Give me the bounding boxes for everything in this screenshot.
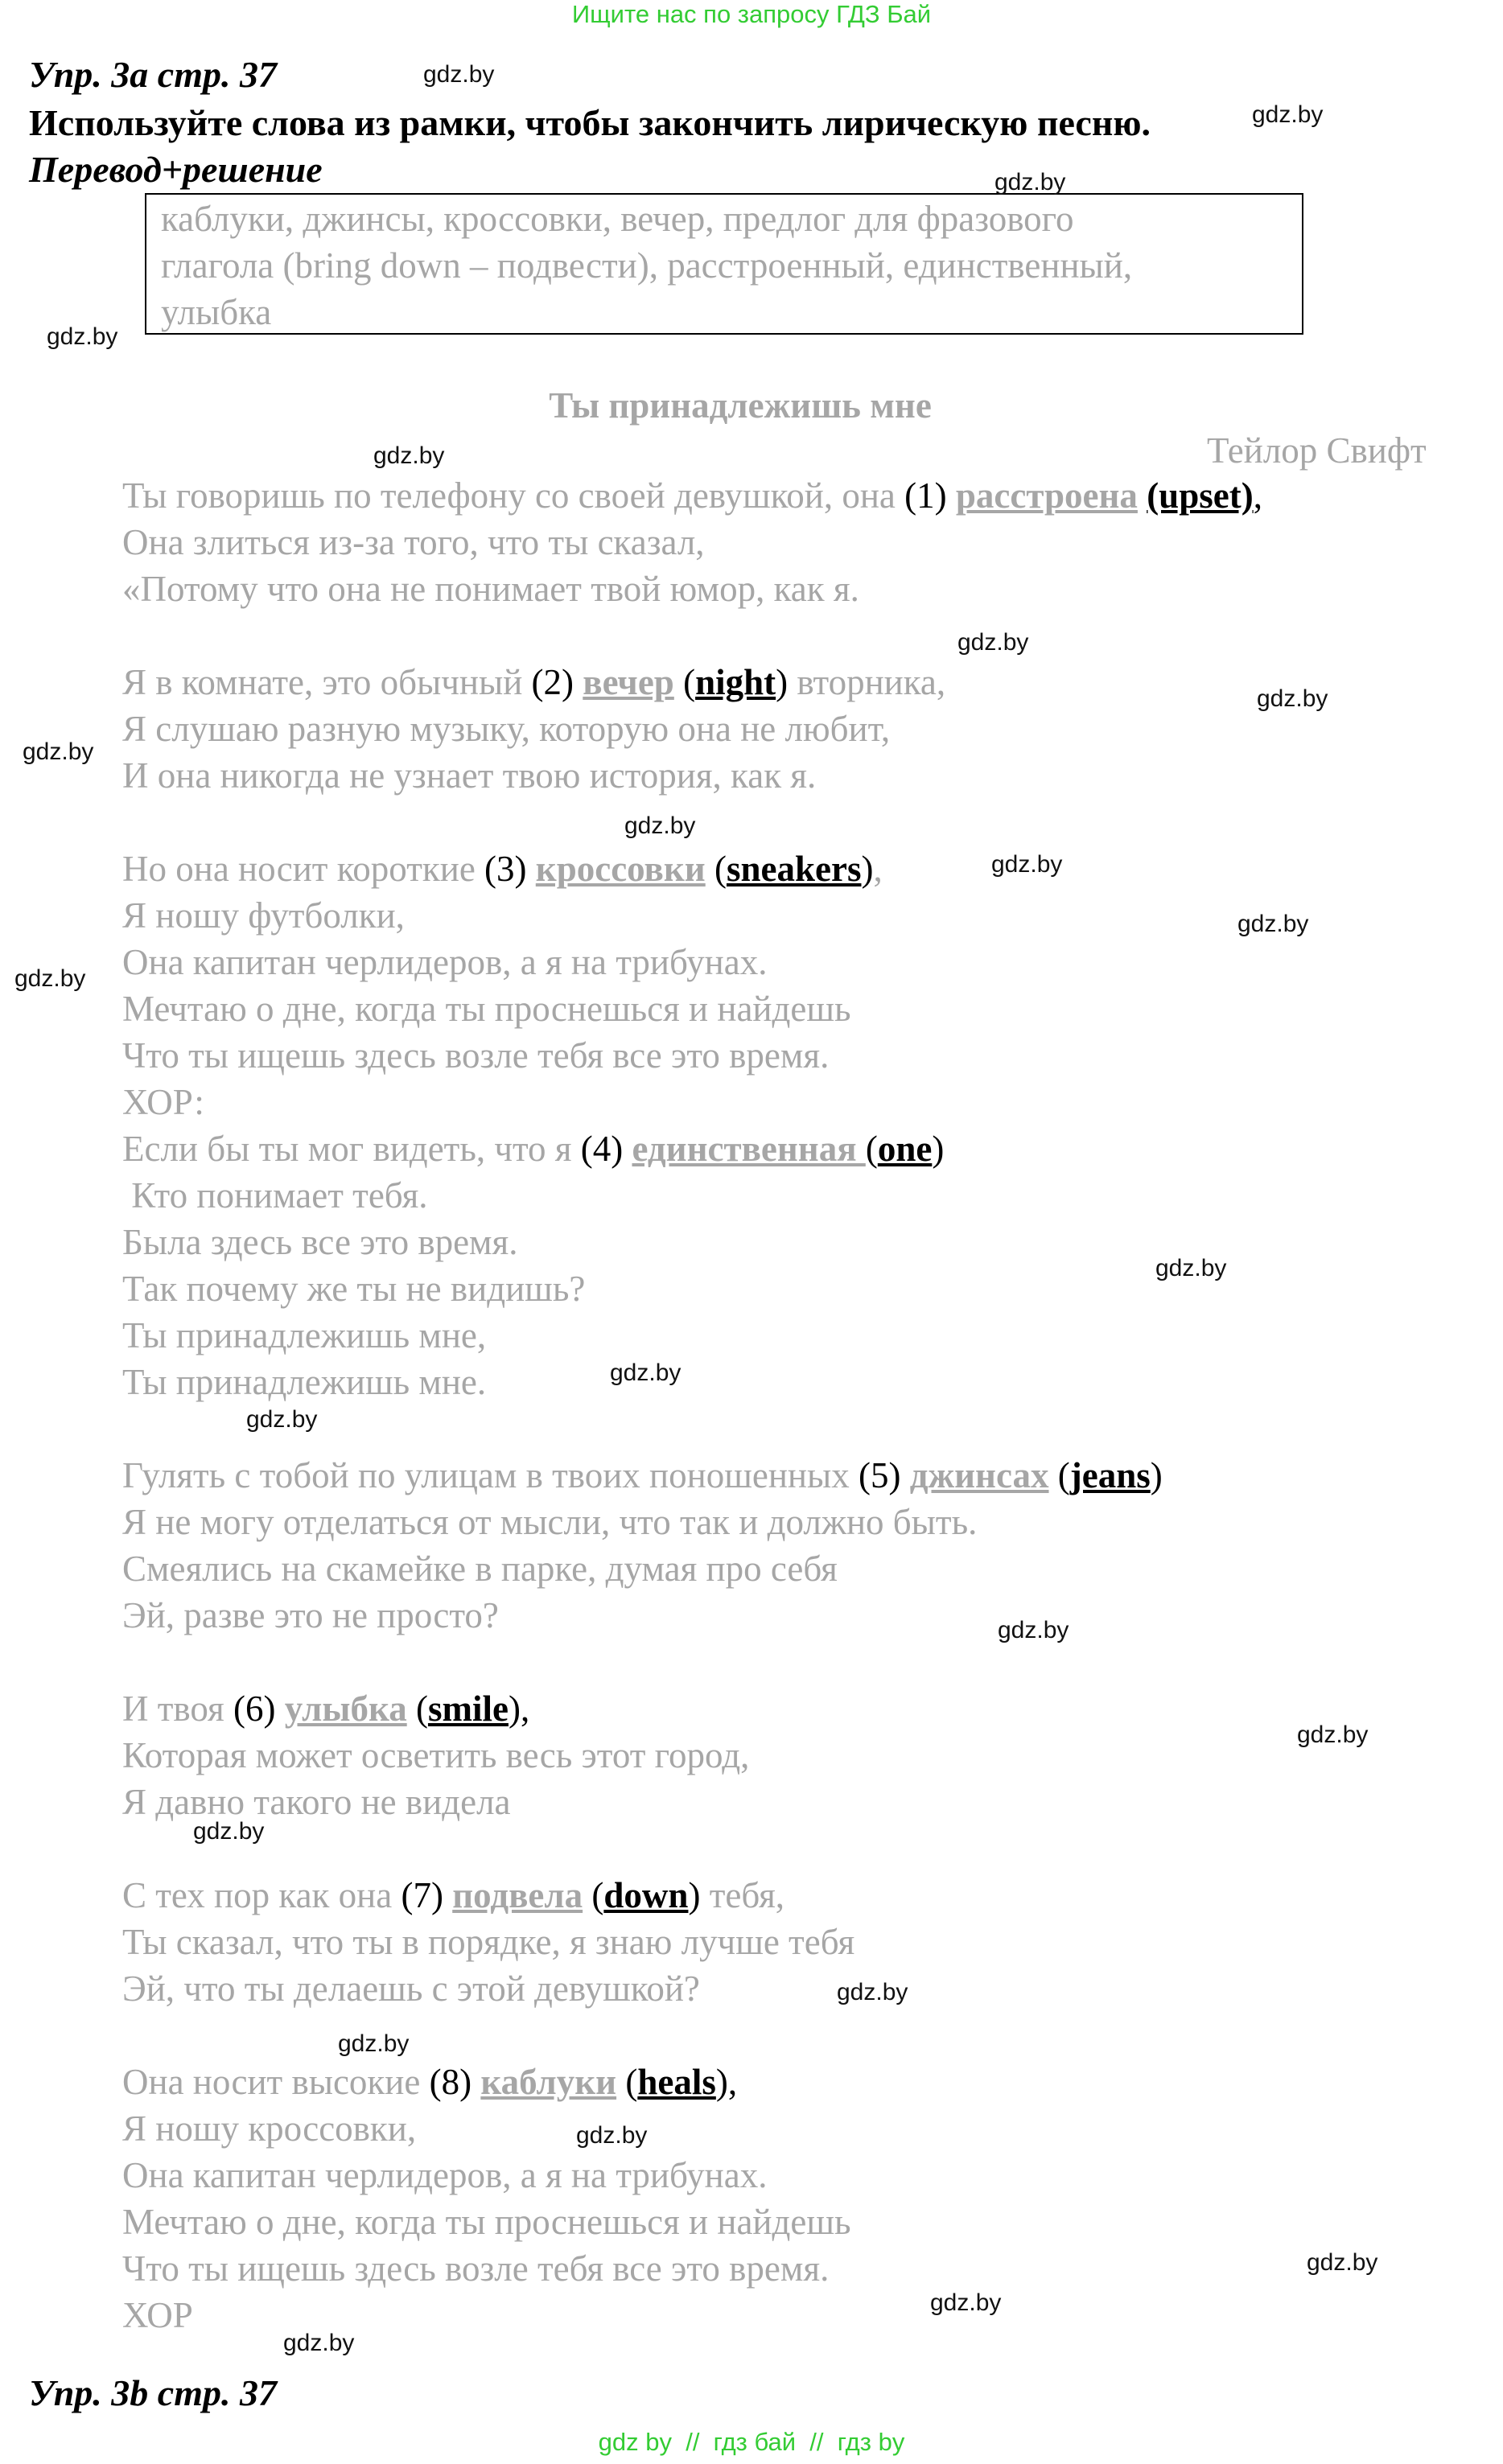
answer-gap [706,849,714,889]
answer-paren: ( [591,1875,604,1915]
lyric-line-30: Я ношу кроссовки, [122,2108,417,2149]
blank-number: (1) [904,475,956,516]
word-box-line: каблуки, джинсы, кроссовки, вечер, предлог для фразового [161,199,1074,239]
lyric-line-14: Кто понимает тебя. [122,1175,428,1216]
watermark: gdz.by [338,2030,410,2057]
blank-number: (6) [233,1689,285,1729]
watermark: gdz.by [837,1979,908,2005]
lyric-line-9: Она капитан черлидеров, а я на трибунах. [122,942,768,982]
answer-paren: ( [683,662,696,702]
lyric-punct: , [1253,475,1262,516]
watermark: gdz.by [624,812,696,839]
exercise-3b-heading: Упр. 3b стр. 37 [29,2372,278,2413]
lyric-line-27: Ты сказал, что ты в порядке, я знаю лучше тебя [122,1922,855,1962]
lyric-line-33: Что ты ищешь здесь возле тебя все это время. [122,2248,830,2289]
song-author: Тейлор Свифт [1207,430,1427,471]
watermark: gdz.by [994,169,1066,195]
lyric-line-3: «Потому что она не понимает твой юмор, как я. [122,569,859,609]
lyric-line-19 [122,1455,1163,1495]
watermark: gdz.by [423,61,495,88]
answer-gap [616,2062,625,2102]
lyric-line-29 [122,2064,737,2100]
blank-number: (8) [429,2062,481,2102]
watermark: gdz.by [991,851,1063,878]
lyric-line-13 [122,1131,944,1167]
answer-paren: ( [1057,1455,1070,1495]
lyric-text: Гулять с тобой по улицам в твоих поношенных [122,1455,859,1495]
answer-paren: ( [865,1129,878,1169]
watermark: gdz.by [373,442,445,469]
answer-paren: ) [932,1129,945,1169]
answer-russian: единственная [632,1129,866,1169]
answer-russian: каблуки [480,2062,617,2102]
lyric-text: Она носит высокие [122,2062,430,2102]
watermark: gdz.by [23,738,94,765]
watermark: gdz.by [283,2330,355,2356]
watermark: gdz.by [1297,1722,1369,1748]
watermark: gdz.by [246,1406,318,1433]
blank-number: (2) [531,662,583,702]
lyric-line-32: Мечтаю о дне, когда ты проснешься и найдешь [122,2202,851,2242]
site-footer[interactable]: gdz by // гдз бай // гдз by [598,2428,905,2456]
answer-gap [1049,1455,1058,1495]
lyric-text: вторника, [788,662,946,702]
lyric-line-11: Что ты ищешь здесь возле тебя все это время. [122,1035,830,1076]
answer-russian: кроссовки [535,849,706,889]
answer-paren: ) [776,662,789,702]
lyric-line-6: И она никогда не узнает твою история, как я. [122,755,817,796]
lyric-line-25: Я давно такого не видела [122,1782,511,1822]
lyric-line-2: Она злиться из-за того, что ты сказал, [122,522,705,562]
site-header[interactable]: Ищите нас по запросу ГДЗ Бай [571,0,932,28]
lyric-punct: , [520,1689,530,1729]
answer-paren: ) [508,1689,521,1729]
exercise-3a-heading: Упр. 3а стр. 37 [29,54,278,95]
answer-paren: ( [714,849,727,889]
lyric-line-34: ХОР [122,2295,193,2335]
answer-paren: ) [861,849,874,889]
answer-english: sneakers [726,849,862,889]
watermark: gdz.by [998,1617,1069,1643]
lyric-line-5: Я слушаю разную музыку, которую она не любит, [122,709,891,749]
lyric-text: , [873,849,883,889]
answer-russian: расстроена [955,475,1138,516]
lyric-text: И твоя [122,1689,233,1729]
answer-gap [674,662,683,702]
watermark: gdz.by [1237,911,1309,937]
answer-english: jeans [1069,1455,1151,1495]
lyric-text: Если бы ты мог видеть, что я [122,1129,581,1169]
answer-english: down [603,1875,689,1915]
answer-english: night [695,662,776,702]
exercise-instruction: Используйте слова из рамки, чтобы закончить лирическую песню. [29,102,1151,143]
answer-russian: джинсах [909,1455,1049,1495]
lyric-line-12: ХОР: [122,1082,204,1122]
watermark: gdz.by [930,2289,1002,2316]
lyric-text: тебя, [700,1875,785,1915]
lyric-line-23 [122,1691,529,1727]
answer-paren: ( [415,1689,428,1729]
answer-paren: ) [688,1875,701,1915]
lyric-line-1 [122,475,1262,516]
lyric-line-17: Ты принадлежишь мне, [122,1315,487,1355]
blank-number: (3) [484,849,536,889]
answer-gap [407,1689,416,1729]
lyric-line-7 [122,851,883,887]
answer-gap [583,1875,591,1915]
blank-number: (4) [580,1129,632,1169]
lyric-line-4 [122,664,945,701]
lyric-line-22: Эй, разве это не просто? [122,1595,499,1635]
song-title: Ты принадлежишь мне [549,385,932,426]
word-box-line: улыбка [161,292,272,332]
answer-russian: улыбка [284,1689,407,1729]
lyric-line-10: Мечтаю о дне, когда ты проснешься и найдешь [122,989,851,1029]
lyric-line-15: Была здесь все это время. [122,1222,518,1262]
answer-paren: ) [1150,1455,1163,1495]
lyric-punct: , [727,2062,738,2102]
lyric-line-28: Эй, что ты делаешь с этой девушкой? [122,1968,700,2009]
answer-gap [1138,475,1147,516]
word-box-line: глагола (bring down – подвести), расстроенный, единственный, [161,245,1133,286]
answer-english: (upset) [1147,475,1254,516]
watermark: gdz.by [610,1360,681,1386]
exercise-subheading: Перевод+решение [29,149,323,190]
answer-paren: ) [715,2062,728,2102]
answer-russian: подвела [452,1875,583,1915]
lyric-line-24: Которая может осветить весь этот город, [122,1735,750,1775]
answer-russian: вечер [583,662,674,702]
watermark: gdz.by [1155,1255,1227,1281]
lyric-text: Я в комнате, это обычный [122,662,532,702]
lyric-text: С тех пор как она [122,1875,401,1915]
watermark: gdz.by [1257,685,1328,712]
watermark: gdz.by [957,629,1029,656]
watermark: gdz.by [47,323,118,350]
answer-english: smile [427,1689,509,1729]
watermark: gdz.by [193,1818,265,1845]
lyric-line-8: Я ношу футболки, [122,895,405,936]
lyric-line-26 [122,1875,785,1915]
lyric-line-21: Смеялись на скамейке в парке, думая про себя [122,1549,838,1589]
lyric-line-20: Я не могу отделаться от мысли, что так и должно быть. [122,1502,978,1542]
watermark: gdz.by [1252,101,1324,128]
lyric-line-31: Она капитан черлидеров, а я на трибунах. [122,2155,768,2195]
lyric-line-18: Ты принадлежишь мне. [122,1362,487,1402]
answer-paren: ( [625,2062,638,2102]
lyric-text: Ты говоришь по телефону со своей девушкой, она [122,475,905,516]
blank-number: (5) [859,1455,910,1495]
watermark: gdz.by [576,2122,648,2149]
watermark: gdz.by [14,965,86,992]
blank-number: (7) [401,1875,453,1915]
lyric-text: Но она носит короткие [122,849,485,889]
lyric-line-16: Так почему же ты не видишь? [122,1269,586,1309]
watermark: gdz.by [1307,2249,1378,2276]
answer-english: one [877,1129,933,1169]
answer-english: heals [637,2062,716,2102]
